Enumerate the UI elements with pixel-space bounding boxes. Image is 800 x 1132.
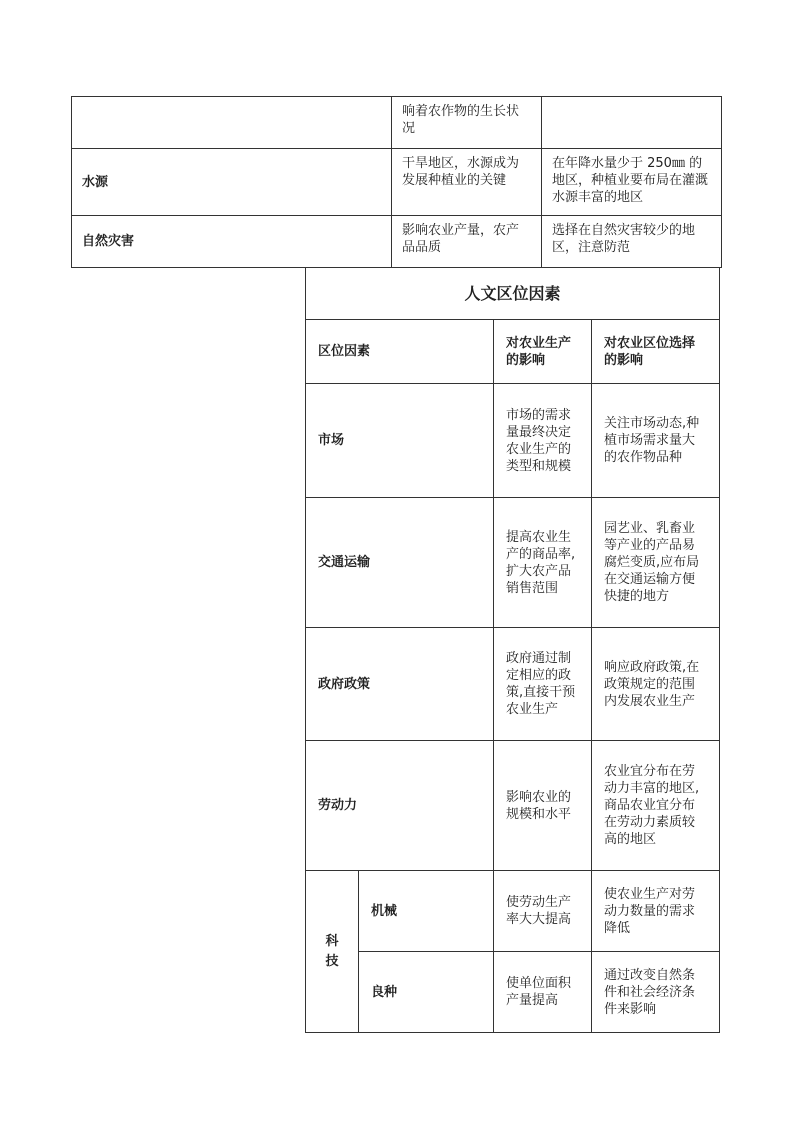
- effect-cell: 提高农业生产的商品率,扩大农产品销售范围: [494, 498, 592, 628]
- effect-cell: 干旱地区，水源成为发展种植业的关键: [392, 149, 542, 216]
- choice-cell: 响应政府政策,在政策规定的范围内发展农业生产: [592, 628, 720, 741]
- table-row: [306, 871, 720, 952]
- header-effect: 对农业生产的影响: [494, 320, 592, 384]
- natural-factors-table: [71, 96, 722, 268]
- factor-cell: 自然灾害: [72, 216, 392, 268]
- choice-cell: 通过改变自然条件和社会经济条件来影响: [592, 952, 720, 1033]
- effect-cell: 使单位面积产量提高: [494, 952, 592, 1033]
- table-row: [306, 384, 720, 498]
- table-title: 人文区位因素: [306, 268, 720, 320]
- choice-cell: 在年降水量少于 250㎜ 的地区，种植业要布局在灌溉水源丰富的地区: [542, 149, 722, 216]
- tech-group-label: [306, 871, 359, 1033]
- effect-cell: 使劳动生产率大大提高: [494, 871, 592, 952]
- header-factor: 区位因素: [306, 320, 494, 384]
- table-header-row: [306, 320, 720, 384]
- effect-cell: 政府通过制定相应的政策,直接干预农业生产: [494, 628, 592, 741]
- factor-cell: [72, 97, 392, 149]
- choice-cell: 农业宜分布在劳动力丰富的地区,商品农业宜分布在劳动力素质较高的地区: [592, 741, 720, 871]
- choice-cell: 使农业生产对劳动力数量的需求降低: [592, 871, 720, 952]
- table-row: [72, 149, 722, 216]
- header-choice: 对农业区位选择的影响: [592, 320, 720, 384]
- table-row: [306, 741, 720, 871]
- factor-cell: 交通运输: [306, 498, 494, 628]
- table-title-row: [306, 268, 720, 320]
- table-row: [72, 216, 722, 268]
- effect-cell: 响着农作物的生长状况: [392, 97, 542, 149]
- factor-cell: 水源: [72, 149, 392, 216]
- choice-cell: 选择在自然灾害较少的地区，注意防范: [542, 216, 722, 268]
- table-row: [306, 952, 720, 1033]
- table-row: [72, 97, 722, 149]
- effect-cell: 影响农业的规模和水平: [494, 741, 592, 871]
- table-row: [306, 498, 720, 628]
- choice-cell: 关注市场动态,种植市场需求量大的农作物品种: [592, 384, 720, 498]
- factor-cell: 机械: [359, 871, 494, 952]
- choice-cell: 园艺业、乳畜业等产业的产品易腐烂变质,应布局在交通运输方便快捷的地方: [592, 498, 720, 628]
- effect-cell: 市场的需求量最终决定农业生产的类型和规模: [494, 384, 592, 498]
- effect-cell: 影响农业产量，农产品品质: [392, 216, 542, 268]
- factor-cell: 良种: [359, 952, 494, 1033]
- choice-cell: [542, 97, 722, 149]
- factor-cell: 市场: [306, 384, 494, 498]
- factor-cell: 劳动力: [306, 741, 494, 871]
- human-factors-table: [305, 267, 720, 1033]
- table-row: [306, 628, 720, 741]
- factor-cell: 政府政策: [306, 628, 494, 741]
- tech-label: 科技: [325, 933, 339, 969]
